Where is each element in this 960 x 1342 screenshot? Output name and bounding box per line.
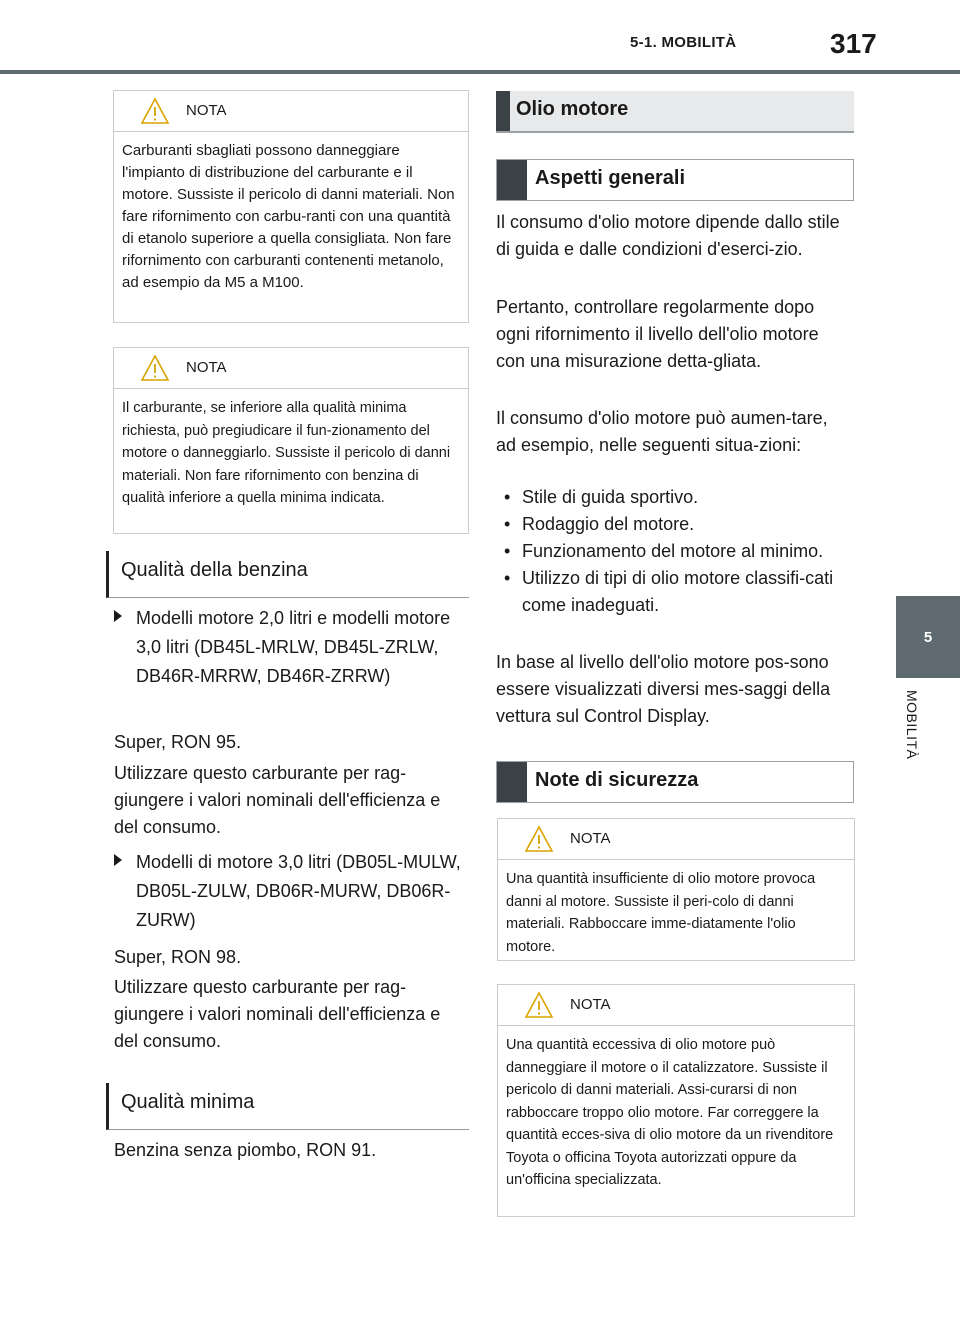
list-item-text: Stile di guida sportivo.: [522, 487, 699, 507]
note-header: [498, 985, 854, 1026]
section-title: 5-1. MOBILITÀ: [630, 34, 737, 51]
list-item-text: Funzionamento del motore al minimo.: [522, 541, 824, 561]
note-wrong-fuel: [113, 90, 469, 323]
min-quality-text: Benzina senza piombo, RON 91.: [114, 1140, 377, 1160]
heading-safety: [496, 761, 854, 803]
heading-bar: [497, 762, 527, 802]
bullet-text: Modelli motore 2,0 litri e modelli motore 3,0 litri (DB45L-MRLW, DB45L-ZRLW, DB46R-MRRW, DB46R-ZRRW): [136, 608, 451, 686]
bullet-dot: •: [504, 514, 511, 534]
note-title: NOTA: [186, 102, 227, 119]
heading-fuel-quality: [106, 551, 469, 598]
note-title: NOTA: [570, 996, 611, 1013]
chapter-label: MOBILITÀ: [904, 690, 920, 760]
list-item: [496, 484, 852, 511]
heading-text: Qualità della benzina: [121, 559, 308, 581]
bullet-text: Modelli di motore 3,0 litri (DB05L-MULW, DB05L-ZULW, DB06R-MURW, DB06R-ZURW): [136, 852, 461, 930]
note-oil-insufficient: [497, 818, 855, 961]
ron95-text: Super, RON 95.: [114, 732, 242, 752]
heading-general: [496, 159, 854, 201]
chapter-number: 5: [923, 628, 933, 646]
heading-bar: [497, 160, 527, 200]
heading-engine-oil: [496, 91, 854, 133]
note-text: Carburanti sbagliati possono danneggiare l'impianto di distribuzione del carburante e il motore. Sussiste il pericolo di danni materiali. Non fare rifornimento con carbu-ranti con una quantità di etanolo superiore a quella consigliata. Non fare rifornimento con carburanti contenenti metanolo, ad esempio da M5 a M100.: [122, 142, 455, 291]
chapter-label-wrap: [896, 690, 960, 810]
heading-bar: [496, 91, 510, 131]
bullet-dot: •: [504, 568, 511, 588]
heading-text: Qualità minima: [121, 1091, 255, 1113]
list-item-text: Rodaggio del motore.: [522, 514, 695, 534]
note-text: Una quantità insufficiente di olio motore provoca danni al motore. Sussiste il peri-colo di danni materiali. Rabboccare imme-diatamente l'olio motore.: [506, 871, 816, 955]
warning-icon: [524, 825, 554, 853]
note-title: NOTA: [186, 359, 227, 376]
warning-icon: [140, 97, 170, 125]
list-item: [496, 511, 852, 538]
page-number: 317: [830, 28, 877, 59]
bullet-dot: •: [504, 541, 511, 561]
note-header: [114, 91, 468, 132]
oil-para-3: Il consumo d'olio motore può aumen-tare, ad esempio, nelle seguenti situa-zioni:: [496, 408, 828, 455]
list-item: [496, 538, 852, 565]
arrow-bullet-icon: [114, 610, 122, 622]
chapter-tab: [896, 596, 960, 678]
note-text: Una quantità eccessiva di olio motore può danneggiare il motore o il catalizzatore. Sussiste il pericolo di danni materiali. Assi-curarsi di non rabboccare troppo olio motore. Far correggere la quantità ecces-siva di olio motore da un rivenditore Toyota o officina Toyota autorizzati oppure da un'officina specializzata.: [506, 1037, 834, 1188]
use-text-2: Utilizzare questo carburante per rag-giungere i valori nominali dell'efficienza e del consumo.: [114, 977, 441, 1051]
oil-para-4: In base al livello dell'olio motore pos-sono essere visualizzati diversi mes-saggi della vettura sul Control Display.: [496, 652, 831, 726]
header-rule: [0, 70, 960, 74]
heading-text: Olio motore: [516, 98, 629, 120]
oil-para-1: Il consumo d'olio motore dipende dallo stile di guida e dalle condizioni d'eserci-zio.: [496, 212, 840, 259]
arrow-bullet-icon: [114, 854, 122, 866]
bullet-dot: •: [504, 487, 511, 507]
oil-situations-list: [496, 484, 852, 619]
heading-text: Note di sicurezza: [535, 769, 699, 791]
note-header: [114, 348, 468, 389]
warning-icon: [524, 991, 554, 1019]
list-item: [496, 565, 852, 619]
note-fuel-quality: [113, 347, 469, 534]
ron98-text: Super, RON 98.: [114, 947, 242, 967]
heading-min-quality: [106, 1083, 469, 1130]
warning-icon: [140, 354, 170, 382]
note-header: [498, 819, 854, 860]
oil-para-2: Pertanto, controllare regolarmente dopo ogni rifornimento il livello dell'olio motore con una misurazione detta-gliata.: [496, 297, 819, 371]
note-title: NOTA: [570, 830, 611, 847]
list-item-text: Utilizzo di tipi di olio motore classifi-cati come inadeguati.: [522, 568, 834, 615]
note-oil-excess: [497, 984, 855, 1217]
use-text-1: Utilizzare questo carburante per rag-giungere i valori nominali dell'efficienza e del consumo.: [114, 763, 441, 837]
heading-text: Aspetti generali: [535, 167, 686, 189]
note-text: Il carburante, se inferiore alla qualità minima richiesta, può pregiudicare il fun-zionamento del motore o danneggiarlo. Sussiste il pericolo di danni materiali. Non fare rifornimento con benzina di qualità inferiore a quella minima indicata.: [122, 400, 451, 506]
